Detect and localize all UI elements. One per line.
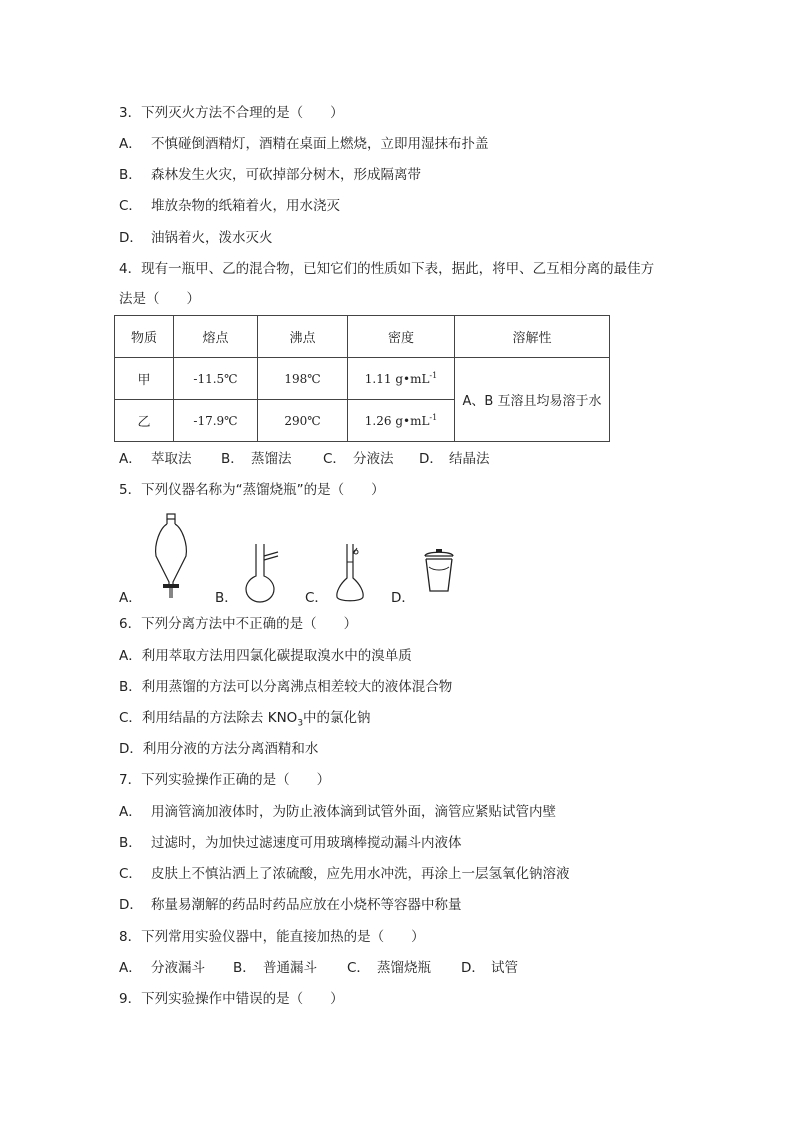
option-text: 森林发生火灾，可砍掉部分树木，形成隔离带	[151, 167, 421, 183]
option-label: B．	[119, 679, 142, 695]
option-label: A．	[119, 804, 142, 820]
q5-option-d-label: D．	[391, 590, 415, 606]
q7-option-d	[119, 895, 462, 915]
option-text: 蒸馏法	[251, 451, 292, 467]
option-label: B．	[119, 835, 142, 851]
option-text-after: 中的氯化钠	[303, 710, 371, 726]
q4-options	[119, 449, 490, 469]
option-text: 利用分液的方法分离酒精和水	[142, 741, 319, 757]
option-text-before: 利用结晶的方法除去 KNO	[141, 710, 298, 726]
option-label: C．	[119, 866, 142, 882]
q6-option-c	[119, 708, 371, 734]
density-exponent: -1	[429, 371, 438, 380]
q6-option-d	[119, 739, 318, 759]
distillation-flask-icon	[242, 542, 284, 604]
option-text: 油锅着火，泼水灭火	[151, 230, 273, 246]
q3-option-a	[119, 134, 489, 154]
option-text: 分液法	[353, 451, 394, 467]
option-text: 普通漏斗	[263, 960, 317, 976]
option-label: C．	[119, 710, 142, 726]
substance-name: 甲	[115, 358, 174, 400]
density-value: 1.11 g•mL	[364, 372, 430, 386]
q8-stem: 8．下列常用实验仪器中，能直接加热的是（ ）	[119, 929, 425, 945]
melting-point: -17.9℃	[174, 400, 258, 442]
crucible-icon	[422, 547, 456, 595]
table-header-cell: 密度	[348, 316, 455, 358]
density-cell	[348, 400, 455, 442]
density-value: 1.26 g•mL	[364, 414, 430, 428]
q4-stem-line2: 法是（ ）	[119, 291, 200, 307]
boiling-point: 290℃	[258, 400, 348, 442]
table-header-row	[115, 316, 610, 358]
option-text: 利用蒸馏的方法可以分离沸点相差较大的液体混合物	[141, 679, 453, 695]
q3-stem: 3．下列灭火方法不合理的是（ ）	[119, 105, 344, 121]
option-label: D．	[119, 230, 143, 246]
option-label: D．	[419, 451, 443, 467]
option-text: 利用萃取方法用四氯化碳提取溴水中的溴单质	[141, 648, 412, 664]
option-label: A．	[119, 136, 142, 152]
option-label: D．	[119, 741, 143, 757]
option-label: A．	[119, 648, 142, 664]
option-text: 分液漏斗	[151, 960, 205, 976]
option-label: A．	[119, 451, 142, 467]
q7-option-c	[119, 864, 570, 884]
option-text: 结晶法	[449, 451, 490, 467]
table-header-cell: 物质	[115, 316, 174, 358]
subscript: 3	[297, 718, 304, 729]
q3-option-d	[119, 228, 273, 248]
option-label: B．	[233, 960, 256, 976]
option-text: 不慎碰倒酒精灯，酒精在桌面上燃烧，立即用湿抹布扑盖	[151, 136, 489, 152]
q7-option-b	[119, 833, 462, 853]
option-text: 过滤时，为加快过滤速度可用玻璃棒搅动漏斗内液体	[151, 835, 462, 851]
q7-stem: 7．下列实验操作正确的是（ ）	[119, 772, 331, 788]
option-label: B．	[221, 451, 244, 467]
q4-stem-line1: 4．现有一瓶甲、乙的混合物，已知它们的性质如下表，据此，将甲、乙互相分离的最佳方	[119, 261, 655, 277]
q3-option-b	[119, 165, 421, 185]
q5-option-a-label: A．	[119, 590, 142, 606]
substance-name: 乙	[115, 400, 174, 442]
table-header-cell: 溶解性	[455, 316, 610, 358]
option-text: 萃取法	[151, 451, 192, 467]
option-label: B．	[119, 167, 142, 183]
q8-options	[119, 958, 518, 978]
q6-option-a	[119, 646, 412, 666]
q5-option-b-label: B．	[215, 590, 238, 606]
boiling-point: 198℃	[258, 358, 348, 400]
option-text: 皮肤上不慎沾洒上了浓硫酸，应先用水冲洗，再涂上一层氢氧化钠溶液	[151, 866, 570, 882]
table-header-cell: 熔点	[174, 316, 258, 358]
option-label: C．	[323, 451, 346, 467]
q3-option-c	[119, 196, 340, 216]
option-text: 用滴管滴加液体时，为防止液体滴到试管外面，滴管应紧贴试管内壁	[151, 804, 556, 820]
properties-table	[114, 315, 610, 442]
q9-stem: 9．下列实验操作中错误的是（ ）	[119, 991, 344, 1007]
option-text: 堆放杂物的纸箱着火，用水浇灭	[151, 198, 340, 214]
melting-point: -11.5℃	[174, 358, 258, 400]
option-text: 蒸馏烧瓶	[377, 960, 431, 976]
option-label: D．	[119, 897, 143, 913]
q6-option-b	[119, 677, 452, 697]
volumetric-flask-icon	[330, 542, 370, 604]
option-label: D．	[461, 960, 485, 976]
option-label: C．	[347, 960, 370, 976]
q5-stem: 5．下列仪器名称为“蒸馏烧瓶”的是（ ）	[119, 482, 385, 498]
separatory-funnel-icon	[150, 512, 194, 602]
option-text: 试管	[491, 960, 518, 976]
table-row	[115, 358, 610, 400]
q7-option-a	[119, 802, 556, 822]
q5-option-c-label: C．	[305, 590, 328, 606]
q6-stem: 6．下列分离方法中不正确的是（ ）	[119, 616, 358, 632]
density-exponent: -1	[429, 413, 438, 422]
option-text: 称量易潮解的药品时药品应放在小烧杯等容器中称量	[151, 897, 462, 913]
density-cell	[348, 358, 455, 400]
table-header-cell: 沸点	[258, 316, 348, 358]
solubility-cell: A、B 互溶且均易溶于水	[455, 358, 610, 442]
option-label: C．	[119, 198, 142, 214]
option-label: A．	[119, 960, 142, 976]
